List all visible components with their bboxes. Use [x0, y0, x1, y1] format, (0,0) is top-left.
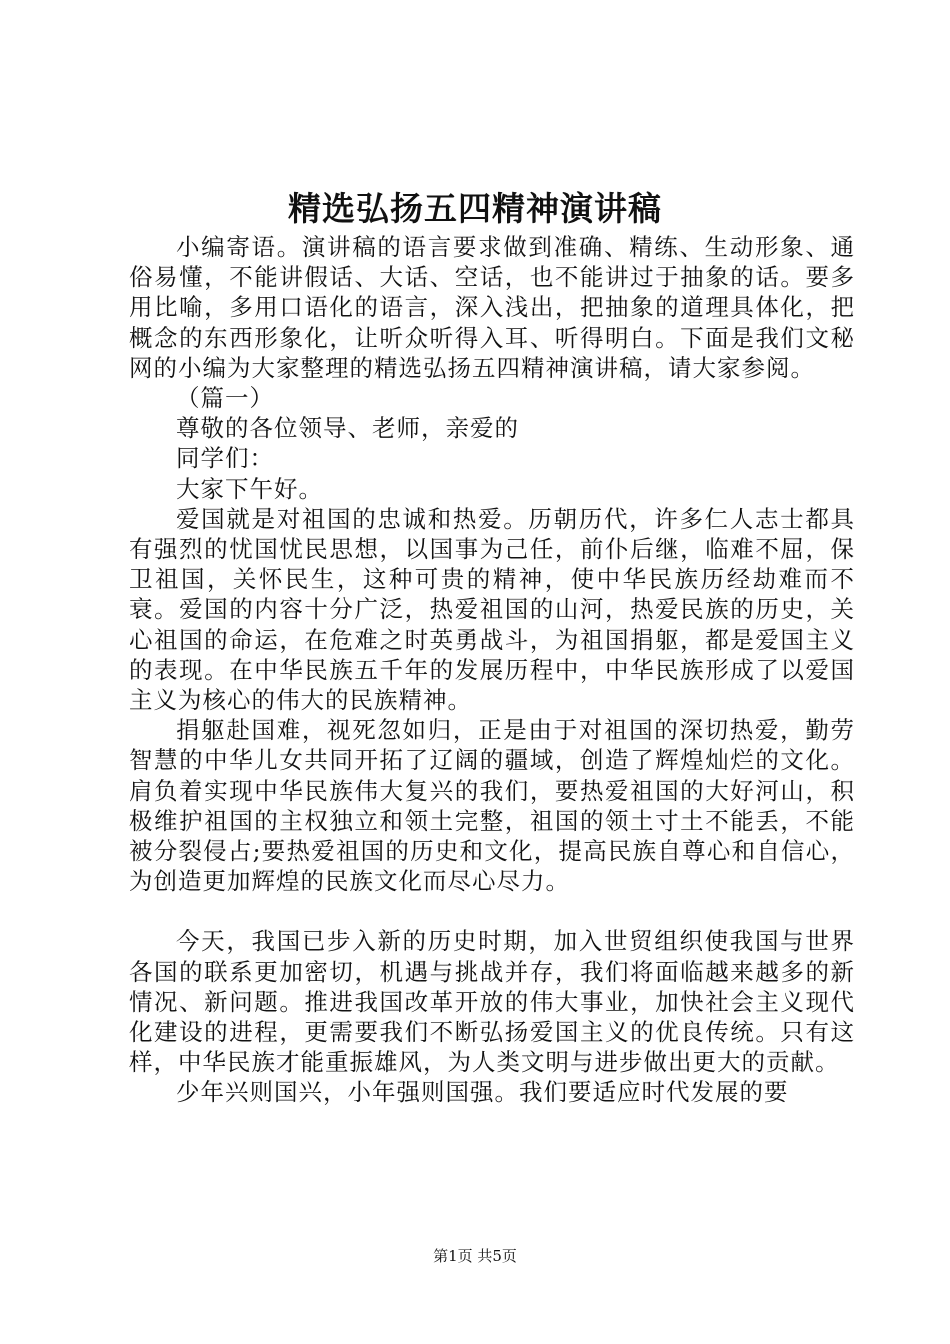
document-title: 精选弘扬五四精神演讲稿: [288, 189, 662, 228]
paragraph-section-heading: （篇一）: [176, 384, 274, 413]
paragraph-body: 爱国就是对祖国的忠诚和热爱。历朝历代，许多仁人志士都具有强烈的忧国忧民思想，以国事为己任，前仆后继，临难不屈，保卫祖国，关怀民生，这种可贵的精神，使中华民族历经劫难而不衰。爱国的内容十分广泛，热爱祖国的山河，热爱民族的历史，关心祖国的命运，在危难之时英勇战斗，为祖国捐躯，都是爱国主义的表现。在中华民族五千年的发展历程中，中华民族形成了以爱国主义为核心的伟大的民族精神。: [129, 504, 855, 715]
paragraph-greeting: 大家下午好。: [176, 474, 323, 503]
paragraph-salutation: 尊敬的各位领导、老师，亲爱的: [176, 414, 519, 443]
paragraph-body: 少年兴则国兴，小年强则国强。我们要适应时代发展的要: [176, 1078, 789, 1107]
paragraph-body: 捐躯赴国难，视死忽如归，正是由于对祖国的深切热爱，勤劳智慧的中华儿女共同开拓了辽阔的疆域，创造了辉煌灿烂的文化。肩负着实现中华民族伟大复兴的我们，要热爱祖国的大好河山，积极维护祖国的主权独立和领土完整，祖国的领土寸土不能丢，不能被分裂侵占;要热爱祖国的历史和文化，提高民族自尊心和自信心，为创造更加辉煌的民族文化而尽心尽力。: [129, 716, 855, 896]
page-footer: 第1页 共5页: [433, 1247, 517, 1265]
paragraph-body: 今天，我国已步入新的历史时期，加入世贸组织使我国与世界各国的联系更加密切，机遇与挑战并存，我们将面临越来越多的新情况、新问题。推进我国改革开放的伟大事业，加快社会主义现代化建设的进程，更需要我们不断弘扬爱国主义的优良传统。只有这样，中华民族才能重振雄风，为人类文明与进步做出更大的贡献。: [129, 927, 855, 1077]
document-body: [129, 232, 855, 1108]
paragraph-salutation-cont: 同学们：: [176, 444, 274, 473]
paragraph-intro: 小编寄语。演讲稿的语言要求做到准确、精练、生动形象、通俗易懂，不能讲假话、大话、空话，也不能讲过于抽象的话。要多用比喻，多用口语化的语言，深入浅出，把抽象的道理具体化，把概念的东西形象化，让听众听得入耳、听得明白。下面是我们文秘网的小编为大家整理的精选弘扬五四精神演讲稿，请大家参阅。: [129, 233, 855, 382]
